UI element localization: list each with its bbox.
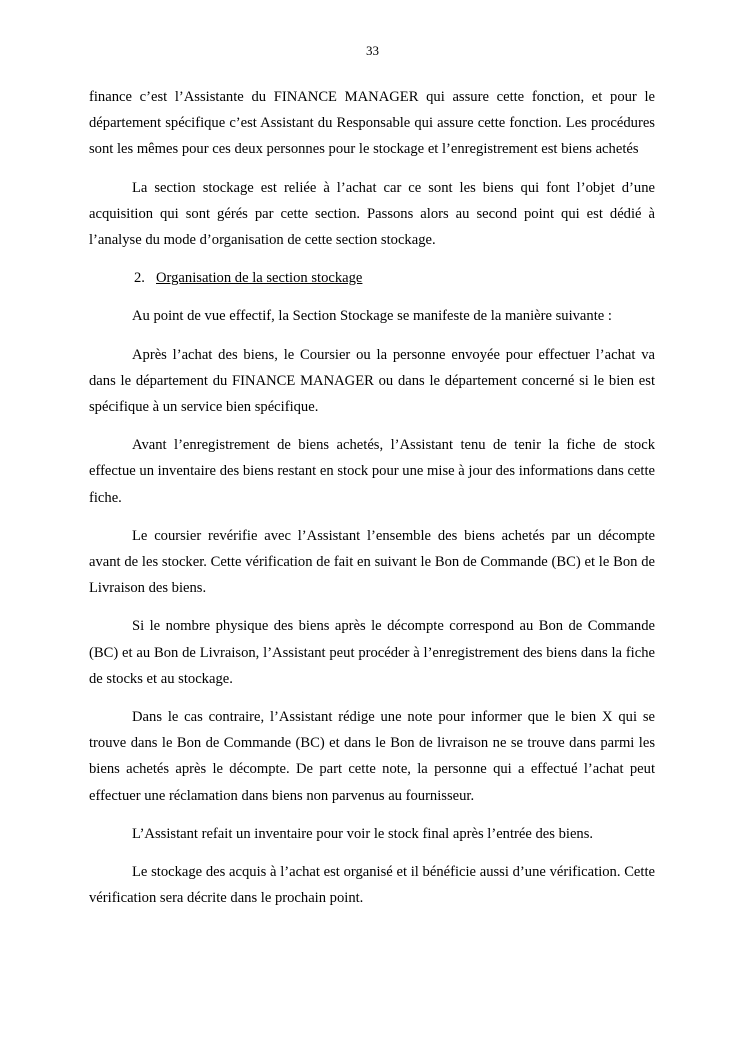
- paragraph-coursier-verification: Le coursier revérifie avec l’Assistant l’ensemble des biens achetés par un décompte avant de les stocker. Cette vérification de fait en suivant le Bon de Commande (BC) et le Bon de Livraison des biens.: [89, 527, 655, 597]
- section-heading-title: Organisation de la section stockage: [156, 270, 363, 287]
- paragraph-nombre-physique: Si le nombre physique des biens après le décompte correspond au Bon de Commande (BC) et au Bon de Livraison, l’Assistant peut procéder à l’enregistrement des biens dans la fiche de stocks et au stockage.: [89, 618, 655, 687]
- paragraph-inventaire-final: L’Assistant refait un inventaire pour voir le stock final après l’entrée des biens.: [132, 825, 594, 842]
- paragraph-conclusion: Le stockage des acquis à l’achat est organisé et il bénéficie aussi d’une vérification. Cette vérification sera décrite dans le prochain point.: [89, 864, 655, 907]
- document-body: [89, 84, 655, 911]
- section-heading: [89, 265, 655, 291]
- page-number: 33: [366, 43, 379, 58]
- paragraph-avant-enregistrement: Avant l’enregistrement de biens achetés, l’Assistant tenu de tenir la fiche de stock effectue un inventaire des biens restant en stock pour une mise à jour des informations dans cette fiche.: [89, 437, 655, 506]
- paragraph-apres-achat: Après l’achat des biens, le Coursier ou la personne envoyée pour effectuer l’achat va dans le département du FINANCE MANAGER ou dans le département concerné si le bien est spécifique à un service bien spécifique.: [89, 346, 655, 416]
- section-heading-number: 2.: [134, 270, 145, 287]
- paragraph-effectif: Au point de vue effectif, la Section Stockage se manifeste de la manière suivante :: [132, 308, 612, 325]
- paragraph-cas-contraire: Dans le cas contraire, l’Assistant rédige une note pour informer que le bien X qui se trouve dans le Bon de Commande (BC) et dans le Bon de livraison ne se trouve dans parmi les biens achetés après le décompte. De part cette note, la personne qui a effectué l’achat peut effectuer une réclamation dans biens non parvenus au fournisseur.: [89, 709, 655, 804]
- paragraph-continuation: finance c’est l’Assistante du FINANCE MANAGER qui assure cette fonction, et pour le département spécifique c’est Assistant du Responsable qui assure cette fonction. Les procédures sont les mêmes pour ces deux personnes pour le stockage et l’enregistrement est biens achetés: [89, 89, 655, 158]
- paragraph-stockage-link: La section stockage est reliée à l’achat car ce sont les biens qui font l’objet d’une acquisition qui sont gérés par cette section. Passons alors au second point qui est dédié à l’analyse du mode d’organisation de cette section stockage.: [89, 179, 655, 249]
